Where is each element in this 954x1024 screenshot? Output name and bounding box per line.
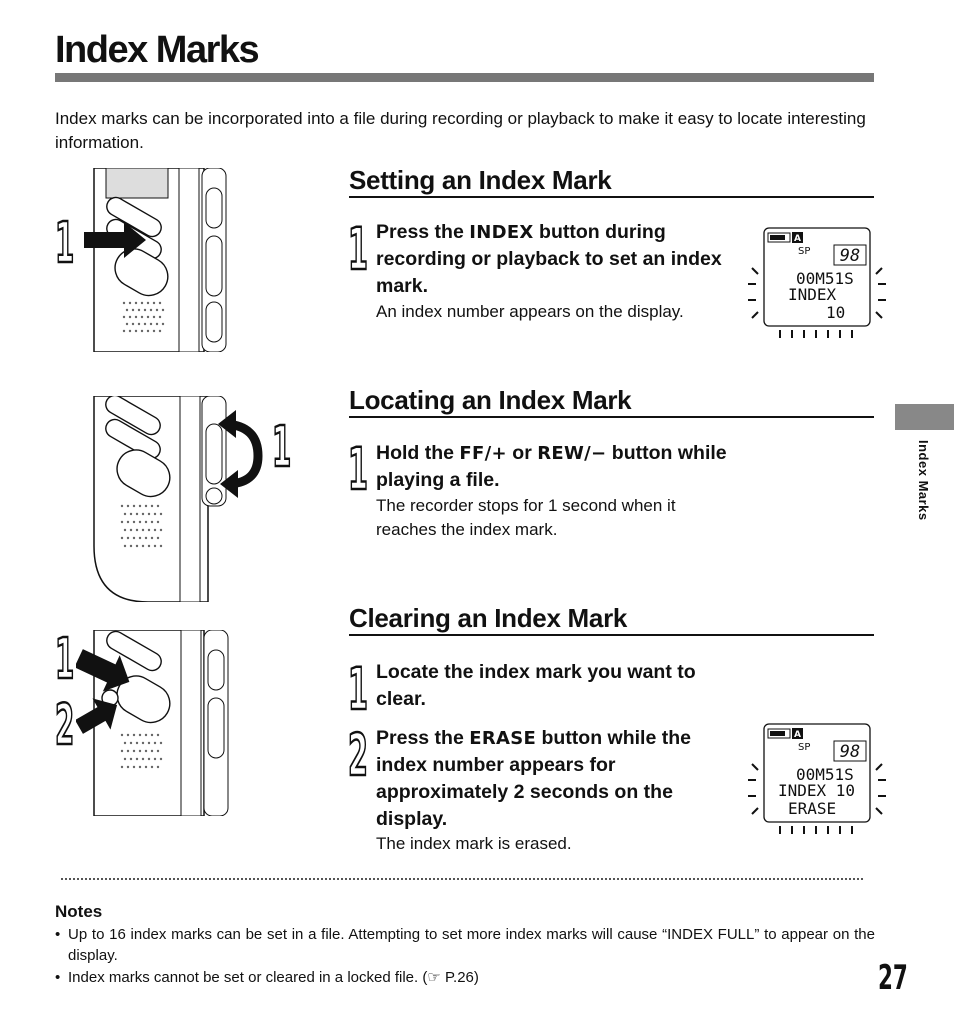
lcd-mode: SP xyxy=(798,246,811,257)
lcd-folder: A xyxy=(794,730,801,740)
step-note: The recorder stops for 1 second when it reaches the index mark. xyxy=(376,496,676,539)
step-instruction-1: Locate the index mark you want to clear. xyxy=(376,661,696,710)
note-item: • Up to 16 index marks can be set in a file. Attempting to set more index marks will cause “INDEX FULL” to appear on the display. xyxy=(55,924,875,966)
step-number: 1 xyxy=(348,435,368,503)
recorder-illustration-locate xyxy=(88,396,270,602)
notes-list xyxy=(55,924,875,989)
section-heading-setting: Setting an Index Mark xyxy=(349,165,874,198)
lcd-display-index xyxy=(748,226,888,342)
dotted-separator xyxy=(61,878,863,880)
lcd-line4: ERASE xyxy=(788,799,837,818)
recorder-illustration-erase xyxy=(76,630,236,816)
notes-heading: Notes xyxy=(55,902,103,921)
lcd-time: 00M51S xyxy=(796,765,854,784)
section-heading-locating: Locating an Index Mark xyxy=(349,385,874,418)
step-instruction: Hold the FF/+ or REW/− button while playing a file. xyxy=(376,442,727,491)
lcd-line3: INDEX xyxy=(788,285,837,304)
step-note: The index mark is erased. xyxy=(376,834,572,853)
page-title: Index Marks xyxy=(55,29,259,71)
erase-button-label: ERASE xyxy=(469,728,537,749)
title-underline-bar xyxy=(55,73,874,82)
step-instruction: Press the INDEX button during recording or playback to set an index mark. xyxy=(376,221,722,297)
figure-step-number: 1 xyxy=(272,415,292,480)
recorder-illustration-index xyxy=(84,168,234,352)
side-section-label: Index Marks xyxy=(916,440,931,521)
step-number-1: 1 xyxy=(348,655,368,723)
figure-step-number: 1 xyxy=(55,211,75,276)
ff-button-label: FF/+ xyxy=(459,443,507,464)
lcd-file-number: 98 xyxy=(839,742,861,762)
figure-step-number-1: 1 xyxy=(55,627,75,692)
step-instruction-2: Press the ERASE button while the index number appears for approximately 2 seconds on the display. xyxy=(376,727,691,830)
step-note: An index number appears on the display. xyxy=(376,302,684,321)
step-number: 1 xyxy=(348,215,368,283)
page-number: 27 xyxy=(878,958,908,998)
rew-button-label: REW/− xyxy=(537,443,607,464)
side-tab-marker xyxy=(895,404,954,430)
note-item: • Index marks cannot be set or cleared in a locked file. (☞ P.26) xyxy=(55,967,875,988)
intro-paragraph: Index marks can be incorporated into a file during recording or playback to make it easy to locate interesting information. xyxy=(55,109,866,152)
lcd-mode: SP xyxy=(798,742,811,753)
lcd-folder: A xyxy=(794,234,801,244)
index-button-label: INDEX xyxy=(469,222,534,243)
lcd-line3: INDEX 10 xyxy=(778,781,856,800)
lcd-time: 00M51S xyxy=(796,269,854,288)
step-number-2: 2 xyxy=(348,721,368,789)
lcd-file-number: 98 xyxy=(839,246,861,266)
lcd-line4: 10 xyxy=(826,303,846,322)
lcd-display-erase xyxy=(748,722,888,838)
section-heading-clearing: Clearing an Index Mark xyxy=(349,603,874,636)
figure-step-number-2: 2 xyxy=(55,693,75,758)
